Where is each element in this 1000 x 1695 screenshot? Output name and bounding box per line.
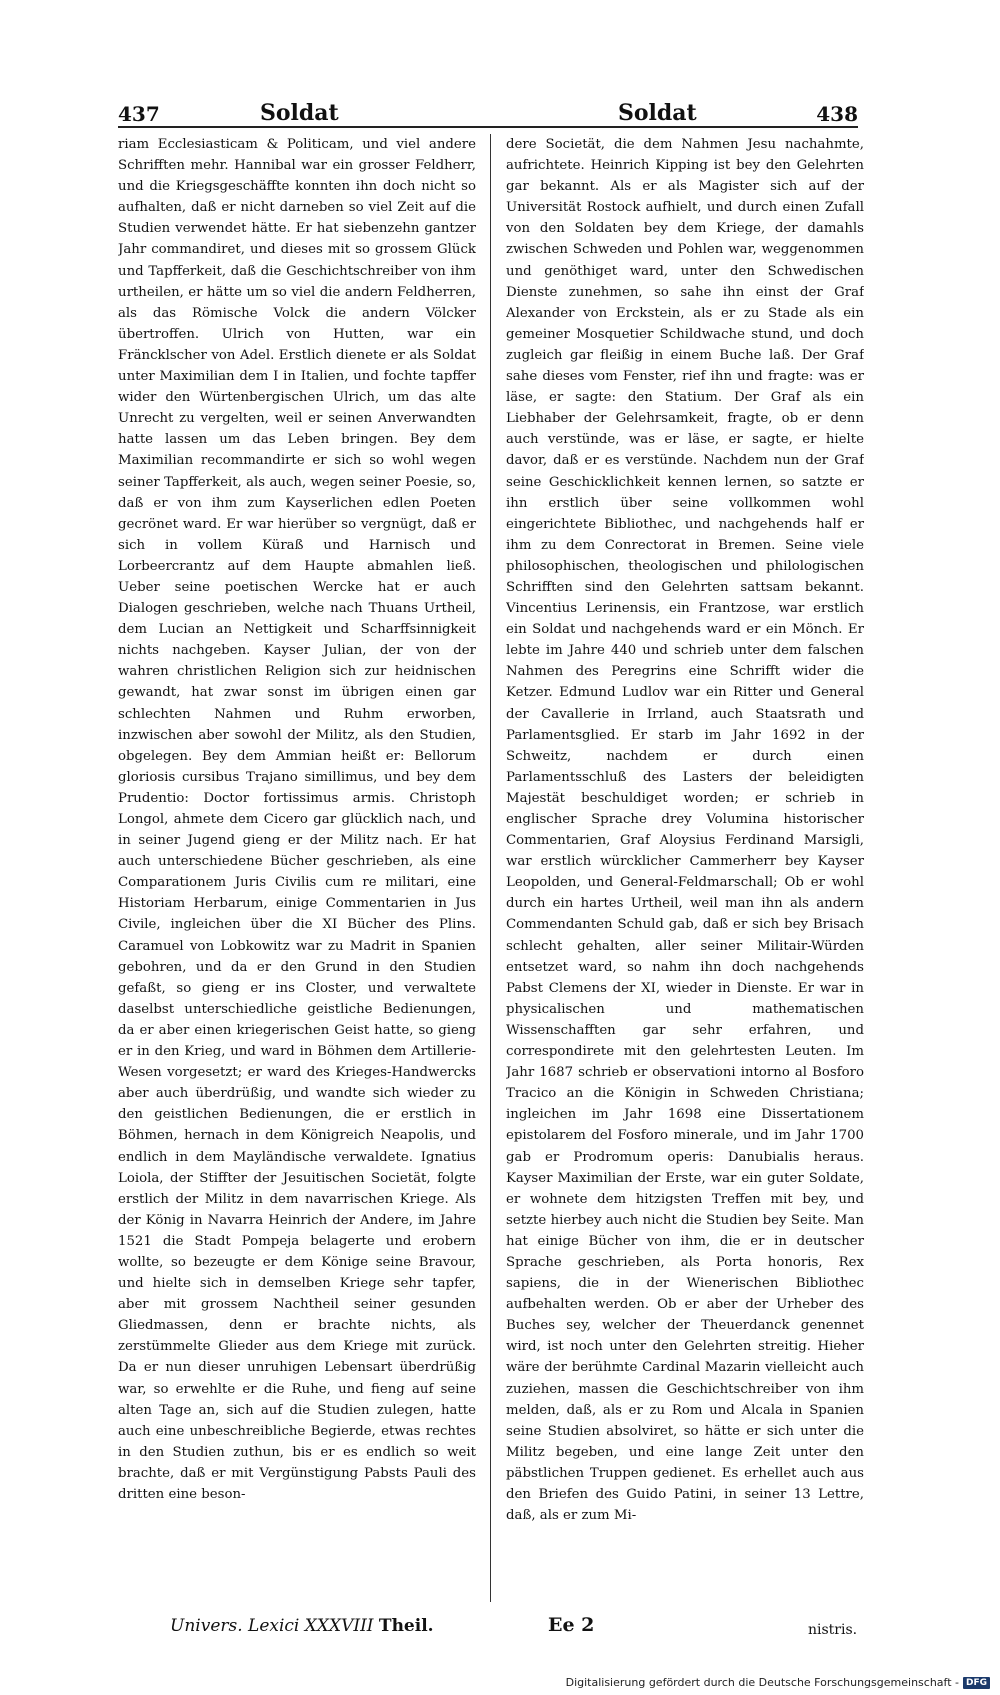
page-number-left: 437 bbox=[118, 102, 160, 126]
footer-title-bold: Theil. bbox=[378, 1616, 434, 1636]
footer-title bbox=[170, 1616, 434, 1636]
dfg-logo-icon: DFG bbox=[963, 1677, 990, 1689]
header-rule bbox=[118, 126, 858, 128]
right-column bbox=[506, 134, 864, 1602]
left-column-text: riam Ecclesiasticam & Politicam, und viel andere Schrifften mehr. Hannibal war ein grosser Feldherr, und die Kriegsgeschäffte konnten ihn doch nicht so aufhalten, daß er nicht darneben so viel Zeit auf die Studien verwendet hätte. Er hat siebenzehn gantzer Jahr commandiret, und dieses mit so grossem Glück und Tapfferkeit, daß die Geschichtschreiber von ihm urtheilen, er hätte um so viel die andern Feldherren, als das Römische Volck die andern Völcker übertroffen. Ulrich von Hutten, war ein Fräncklscher von Adel. Erstlich dienete er als Soldat unter Maximilian dem I in Italien, und fochte tapffer wider den Würtenbergischen Ulrich, um das alte Unrecht zu vergelten, weil er seinen Anverwandten hatte lassen um das Leben bringen. Bey dem Maximilian recommandirte er sich so wohl wegen seiner Tapfferkeit, als auch, wegen seiner Poesie, so, daß er von ihm zum Kayserlichen edlen Poeten gecrönet ward. Er war hierüber so vergnügt, daß er sich in vollem Küraß und Harnisch und Lorbeercrantz auf dem Haupte abmahlen ließ. Ueber seine poetischen Wercke hat er auch Dialogen geschrieben, welche nach Thuans Urtheil, dem Lucian an Nettigkeit und Scharffsinnigkeit nichts nachgeben. Kayser Julian, der von der wahren christlichen Religion sich zur heidnischen gewandt, hat zwar sonst im übrigen einen gar schlechten Nahmen und Ruhm erworben, inzwischen aber sowohl der Militz, als den Studien, obgelegen. Bey dem Ammian heißt er: Bellorum gloriosis cursibus Trajano simillimus, und bey dem Prudentio: Doctor fortissimus armis. Christoph Longol, ahmete dem Cicero gar glücklich nach, und in seiner Jugend gieng er der Militz nach. Er hat auch unterschiedene Bücher geschrieben, als eine Comparationem Juris Civilis cum re militari, eine Historiam Herbarum, einige Commentarien in Jus Civile, ingleichen über die XI Bücher des Plins. Caramuel von Lobkowitz war zu Madrit in Spanien gebohren, und da er den Grund in den Studien gefaßt, so gieng er ins Closter, und verwaltete daselbst unterschiedliche geistliche Bedienungen, da er aber einen kriegerischen Geist hatte, so gieng er in den Krieg, und ward in Böhmen dem Artillerie-Wesen vorgesetzt; er ward des Krieges-Handwercks aber auch überdrüßig, und wandte sich wieder zu den geistlichen Bedienungen, die er erstlich in Böhmen, hernach in dem Königreich Neapolis, und endlich in dem Mayländische verwaldete. Ignatius Loiola, der Stiffter der Jesuitischen Societät, folgte erstlich der Militz in dem navarrischen Kriege. Als der König in Navarra Heinrich der Andere, im Jahre 1521 die Stadt Pompeja belagerte und erobern wollte, so bezeugte er dem Könige seine Bravour, und hielte sich in demselben Kriege sehr tapfer, aber mit grossem Nachtheil seiner gesunden Gliedmassen, denn er brachte nichts, als zerstümmelte Glieder aus dem Kriege mit zurück. Da er nun dieser unruhigen Lebensart überdrüßig war, so erwehlte er die Ruhe, und fieng auf seine alten Tage an, sich auf die Studien zulegen, hatte auch eine unbeschreibliche Begierde, etwas rechtes in den Studien zuthun, bis er es endlich so weit brachte, daß er mit Vergünstigung Pabsts Pauli des dritten eine beson- bbox=[118, 137, 476, 1502]
credit-text: Digitalisierung gefördert durch die Deutsche Forschungsgemeinschaft - bbox=[565, 1676, 959, 1689]
left-column bbox=[118, 134, 476, 1602]
header-word-right: Soldat bbox=[618, 100, 697, 126]
right-column-text: dere Societät, die dem Nahmen Jesu nachahmte, aufrichtete. Heinrich Kipping ist bey den Gelehrten gar bekannt. Als er als Magister sich auf der Universität Rostock aufhielt, und durch einen Zufall von den Soldaten bey dem Kriege, der damahls zwischen Schweden und Pohlen war, weggenommen und genöthiget ward, unter den Schwedischen Dienste zunehmen, so sahe ihn einst der Graf Alexander von Erckstein, als er zu Stade als ein gemeiner Mosquetier Schildwache stund, und doch zugleich gar fleißig in einem Buche laß. Der Graf sahe dieses vom Fenster, rief ihn und fragte: was er läse, er sagte: den Statium. Der Graf als ein Liebhaber der Gelehrsamkeit, fragte, ob er denn auch verstünde, was er läse, er sagte, er hielte davor, daß er es verstünde. Nachdem nun der Graf seine Geschicklichkeit kennen lernen, so satzte er ihn erstlich über seine vollkommen wohl eingerichtete Bibliothec, und nachgehends half er ihm zu dem Conrectorat in Bremen. Seine viele philosophischen, theologischen und philologischen Schrifften sind den Gelehrten sattsam bekannt. Vincentius Lerinensis, ein Frantzose, war erstlich ein Soldat und nachgehends ward er ein Mönch. Er lebte im Jahre 440 und schrieb unter dem falschen Nahmen des Peregrins eine Schrifft wider die Ketzer. Edmund Ludlov war ein Ritter und General der Cavallerie in Irrland, auch Staatsrath und Parlamentsglied. Er starb im Jahr 1692 in der Schweitz, nachdem er durch einen Parlamentsschluß des Lasters der beleidigten Majestät beschuldiget worden; er schrieb in englischer Sprache drey Volumina historischer Commentarien, Graf Aloysius Ferdinand Marsigli, war erstlich würcklicher Cammerherr bey Kayser Leopolden, und General-Feldmarschall; Ob er wohl durch ein hartes Urtheil, weil man ihn als andern Commendanten Schuld gab, daß er sich bey Brisach schlecht gehalten, aller seiner Militair-Würden entsetzet ward, so nahm ihn doch nachgehends Pabst Clemens der XI, wieder in Dienste. Er war in physicalischen und mathematischen Wissenschafften gar sehr erfahren, und correspondirete mit den gelehrtesten Leuten. Im Jahr 1687 schrieb er observationi intorno al Bosforo Tracico an die Königin in Schweden Christiana; ingleichen im Jahr 1698 eine Dissertationem epistolarem del Fosforo minerale, und im Jahr 1700 gab er Prodromum operis: Danubialis heraus. Kayser Maximilian der Erste, war ein guter Soldate, er wohnete dem hitzigsten Treffen mit bey, und setzte hierbey auch nicht die Studien bey Seite. Man hat einige Bücher von ihm, die er in deutscher Sprache geschrieben, als Porta honoris, Rex sapiens, die in der Wienerischen Bibliothec aufbehalten werden. Ob er aber der Urheber des Buches sey, welcher der Theuerdanck genennet wird, ist noch unter den Gelehrten streitig. Hieher wäre der berühmte Cardinal Mazarin vielleicht auch zuziehen, massen die Geschichtschreiber von ihm melden, daß, als er zu Rom und Alcala in Spanien seine Studien absolviret, so hätte er sich unter die Militz begeben, und eine lange Zeit unter den päbstlichen Truppen gedienet. Es erhellet auch aus den Briefen des Guido Patini, in seiner 13 Lettre, daß, als er zum Mi- bbox=[506, 137, 864, 1524]
page-number-right: 438 bbox=[816, 102, 858, 126]
running-header bbox=[118, 98, 858, 128]
column-divider bbox=[490, 134, 491, 1602]
footer-title-text: Univers. Lexici XXXVIII bbox=[170, 1616, 374, 1636]
digitization-credit bbox=[566, 1676, 990, 1689]
signature-mark: Ee 2 bbox=[548, 1614, 595, 1636]
catchword: nistris. bbox=[808, 1622, 858, 1638]
header-word-left: Soldat bbox=[260, 100, 339, 126]
